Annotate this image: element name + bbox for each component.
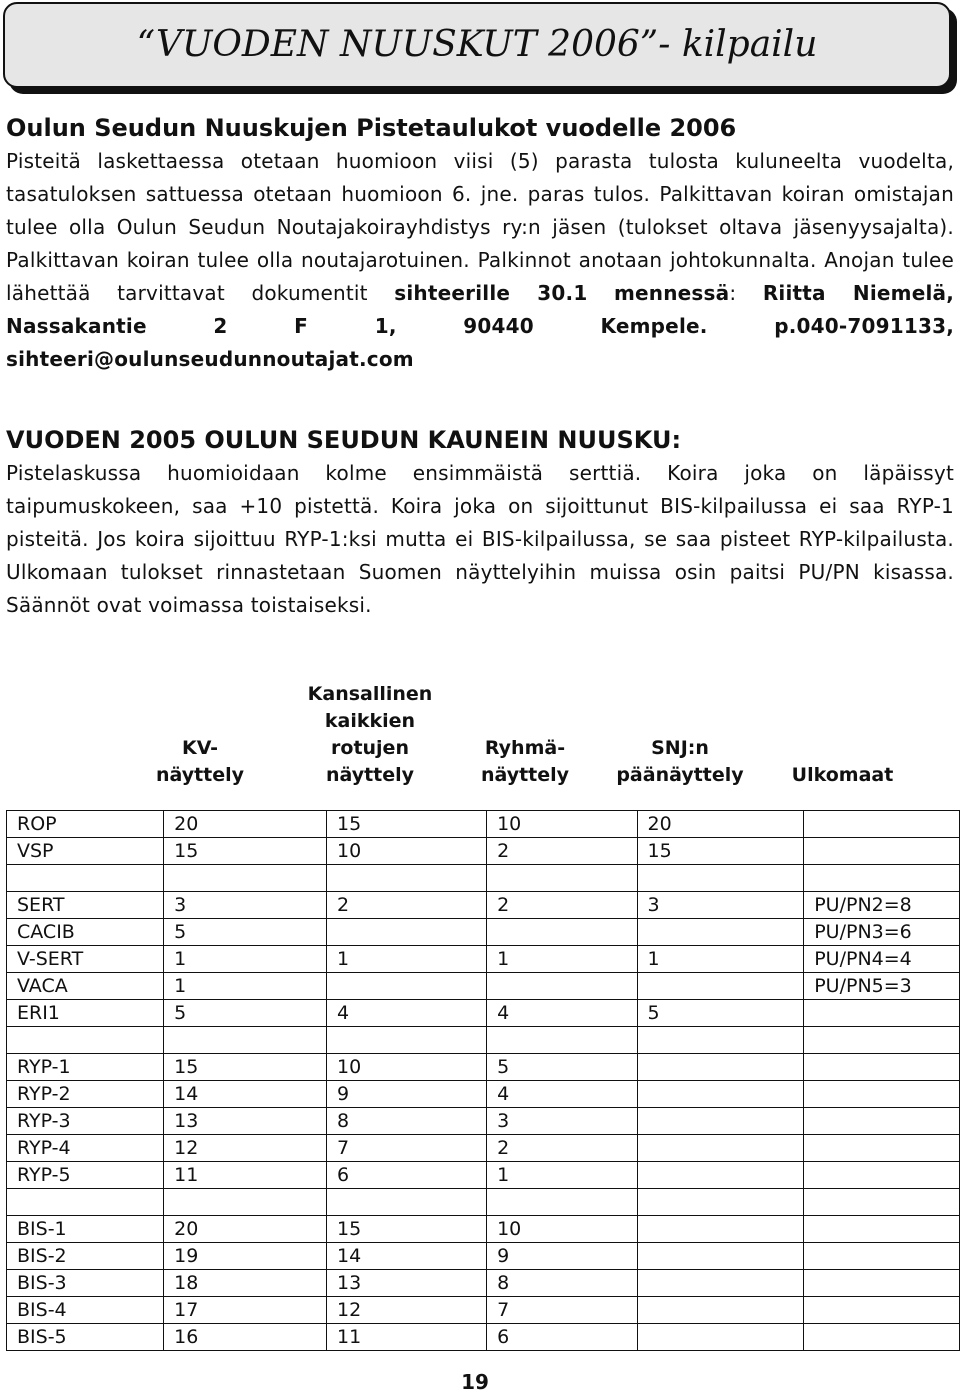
table-cell-snj: 15 [637,838,804,865]
table-cell-label: BIS-5 [7,1324,164,1351]
beauty-heading: VUODEN 2005 OULUN SEUDUN KAUNEIN NUUSKU: [6,426,682,454]
table-row [7,1054,960,1081]
table-cell-label: VACA [7,973,164,1000]
table-cell-snj [637,1108,804,1135]
table-cell-kans: 1 [327,946,487,973]
rules-body: Pisteitä laskettaessa otetaan huomioon viisi (5) parasta tulosta kuluneelta vuodelta, tasatuloksen sattuessa otetaan huomioon 6. jne. paras tulos. Palkittavan koiran omistajan tulee olla Oulun Seudun Noutajakoirayhdistys ry:n jäsen (tulokset oltava jäsenyysajalta). Palkittavan koiran tulee olla noutajarotuinen. Palkinnot anotaan johtokunnalta. Anojan tulee lähettää tarvittavat dokumentit [6,149,954,305]
table-cell-snj [637,865,804,892]
table-row [7,1270,960,1297]
rules-section [6,111,954,376]
table-cell-snj [637,1243,804,1270]
table-cell-kans: 6 [327,1162,487,1189]
table-cell-snj: 20 [637,811,804,838]
table-cell-ulk [804,1027,960,1054]
table-cell-ulk: PU/PN5=3 [804,973,960,1000]
table-cell-snj [637,1270,804,1297]
table-cell-ryhma: 1 [487,946,637,973]
table-cell-ulk [804,1000,960,1027]
table-cell-kans: 9 [327,1081,487,1108]
table-cell-ryhma: 3 [487,1108,637,1135]
page-number: 19 [461,1370,489,1394]
table-cell-label: VSP [7,838,164,865]
table-cell-kv [164,1027,327,1054]
table-row [7,973,960,1000]
table-row [7,1081,960,1108]
table-row [7,1000,960,1027]
table-spacer-row [7,865,960,892]
table-cell-snj [637,1027,804,1054]
beauty-section [6,423,954,622]
table-cell-ryhma [487,919,637,946]
table-cell-ulk [804,1135,960,1162]
table-cell-kv: 15 [164,1054,327,1081]
table-cell-kans: 15 [327,811,487,838]
table-cell-label: RYP-5 [7,1162,164,1189]
table-cell-ulk: PU/PN3=6 [804,919,960,946]
table-cell-ryhma: 10 [487,811,637,838]
table-cell-snj [637,973,804,1000]
table-cell-label: BIS-1 [7,1216,164,1243]
table-cell-kv: 11 [164,1162,327,1189]
table-row [7,1162,960,1189]
col-kv: KV- näyttely [155,737,245,786]
table-cell-label: RYP-4 [7,1135,164,1162]
table-cell-snj [637,919,804,946]
table-cell-kv: 1 [164,946,327,973]
table-cell-kans: 4 [327,1000,487,1027]
table-cell-ulk [804,1216,960,1243]
table-cell-ulk: PU/PN2=8 [804,892,960,919]
table-cell-ulk [804,1243,960,1270]
table-cell-kv: 16 [164,1324,327,1351]
table-cell-ryhma [487,973,637,1000]
table-cell-snj [637,1054,804,1081]
table-cell-ryhma: 8 [487,1270,637,1297]
table-cell-kans [327,919,487,946]
table-cell-ulk [804,1162,960,1189]
table-cell-kv: 5 [164,1000,327,1027]
table-row [7,1108,960,1135]
table-cell-ulk [804,1270,960,1297]
table-spacer-row [7,1189,960,1216]
table-cell-ryhma [487,1027,637,1054]
table-cell-kv: 3 [164,892,327,919]
table-cell-snj [637,1216,804,1243]
table-cell-ryhma [487,865,637,892]
table-cell-ulk [804,838,960,865]
table-row [7,919,960,946]
table-row [7,946,960,973]
table-row [7,1243,960,1270]
table-cell-kans [327,1027,487,1054]
table-cell-kans: 2 [327,892,487,919]
table-cell-label: RYP-2 [7,1081,164,1108]
table-cell-kans: 12 [327,1297,487,1324]
table-cell-kans [327,973,487,1000]
table-cell-ryhma: 2 [487,838,637,865]
table-cell-ryhma: 4 [487,1000,637,1027]
table-cell-ryhma: 2 [487,1135,637,1162]
table-cell-label: ROP [7,811,164,838]
page-title: “VUODEN NUUSKUT 2006”- kilpailu [3,2,951,88]
col-snj: SNJ:n päänäyttely [616,737,744,786]
table-cell-label: BIS-3 [7,1270,164,1297]
col-ulkomaat: Ulkomaat [791,764,894,786]
table-cell-ulk [804,1081,960,1108]
table-cell-label: SERT [7,892,164,919]
beauty-text: Pistelaskussa huomioidaan kolme ensimmäistä serttiä. Koira joka on läpäissyt taipumuskokeen, saa +10 pistettä. Koira joka on sijoittunut BIS-kilpailussa ei saa RYP-1 pisteitä. Jos koira sijoittuu RYP-1:ksi mutta ei BIS-kilpailussa, se saa pisteet RYP-kilpailusta. Ulkomaan tulokset rinnastetaan Suomen näyttelyihin muissa osin paitsi PU/PN kisassa. Säännöt ovat voimassa toistaiseksi. [6,461,954,617]
table-cell-kv: 20 [164,1216,327,1243]
table-cell-label: ERI1 [7,1000,164,1027]
rules-deadline-2: mennessä [613,281,730,305]
table-cell-kv: 14 [164,1081,327,1108]
table-cell-kans: 10 [327,838,487,865]
table-cell-kans: 7 [327,1135,487,1162]
table-row [7,811,960,838]
table-row [7,1216,960,1243]
table-cell-label: RYP-3 [7,1108,164,1135]
table-cell-kv [164,1189,327,1216]
table-cell-kans [327,865,487,892]
table-cell-kv: 18 [164,1270,327,1297]
table-cell-kv: 13 [164,1108,327,1135]
table-spacer-row [7,1027,960,1054]
table-cell-ulk: PU/PN4=4 [804,946,960,973]
table-cell-ryhma: 5 [487,1054,637,1081]
table-cell-kv: 1 [164,973,327,1000]
table-cell-kans: 8 [327,1108,487,1135]
table-cell-kans: 14 [327,1243,487,1270]
table-cell-ryhma: 4 [487,1081,637,1108]
table-cell-label: CACIB [7,919,164,946]
table-cell-kv [164,865,327,892]
table-cell-kans: 11 [327,1324,487,1351]
table-cell-kans: 13 [327,1270,487,1297]
table-row [7,1297,960,1324]
table-cell-kv: 20 [164,811,327,838]
table-cell-kans [327,1189,487,1216]
points-table [6,810,960,1351]
table-cell-ulk [804,1297,960,1324]
table-cell-kv: 15 [164,838,327,865]
rules-deadline: sihteerille 30.1 [394,281,588,305]
rules-heading: Oulun Seudun Nuuskujen Pistetaulukot vuodelle 2006 [6,114,737,142]
table-cell-snj [637,1081,804,1108]
table-cell-ryhma: 7 [487,1297,637,1324]
table-cell-kv: 12 [164,1135,327,1162]
table-row [7,1324,960,1351]
table-cell-kv: 17 [164,1297,327,1324]
table-cell-ryhma: 9 [487,1243,637,1270]
table-cell-ryhma [487,1189,637,1216]
table-cell-snj [637,1324,804,1351]
table-cell-label: BIS-2 [7,1243,164,1270]
table-row [7,892,960,919]
table-cell-ryhma: 6 [487,1324,637,1351]
table-cell-kv: 5 [164,919,327,946]
table-cell-snj: 1 [637,946,804,973]
rules-text [6,145,954,376]
table-cell-kv: 19 [164,1243,327,1270]
table-row [7,1135,960,1162]
table-cell-ulk [804,865,960,892]
table-cell-kans: 10 [327,1054,487,1081]
rules-colon: : [729,281,763,305]
table-cell-snj [637,1189,804,1216]
rules-contact: Riitta Niemelä, Nassakantie 2 F 1, 90440 Kempele. p.040-7091133, sihteeri@oulunseudunnoutajat.com [6,281,955,371]
table-cell-label: V-SERT [7,946,164,973]
table-row [7,838,960,865]
table-cell-label [7,865,164,892]
table-cell-label [7,1189,164,1216]
table-cell-label [7,1027,164,1054]
col-ryhma: Ryhmä- näyttely [480,737,570,786]
table-cell-ryhma: 2 [487,892,637,919]
table-cell-ulk [804,1324,960,1351]
table-cell-kans: 15 [327,1216,487,1243]
table-cell-ulk [804,1108,960,1135]
table-cell-snj [637,1162,804,1189]
table-cell-ryhma: 10 [487,1216,637,1243]
table-cell-snj: 5 [637,1000,804,1027]
col-kansallinen: Kansallinen kaikkien rotujen näyttely [307,683,433,786]
table-cell-label: BIS-4 [7,1297,164,1324]
table-cell-snj [637,1297,804,1324]
table-cell-ulk [804,1189,960,1216]
table-cell-snj: 3 [637,892,804,919]
table-cell-snj [637,1135,804,1162]
table-cell-ulk [804,811,960,838]
table-cell-ryhma: 1 [487,1162,637,1189]
table-cell-ulk [804,1054,960,1081]
table-cell-label: RYP-1 [7,1054,164,1081]
